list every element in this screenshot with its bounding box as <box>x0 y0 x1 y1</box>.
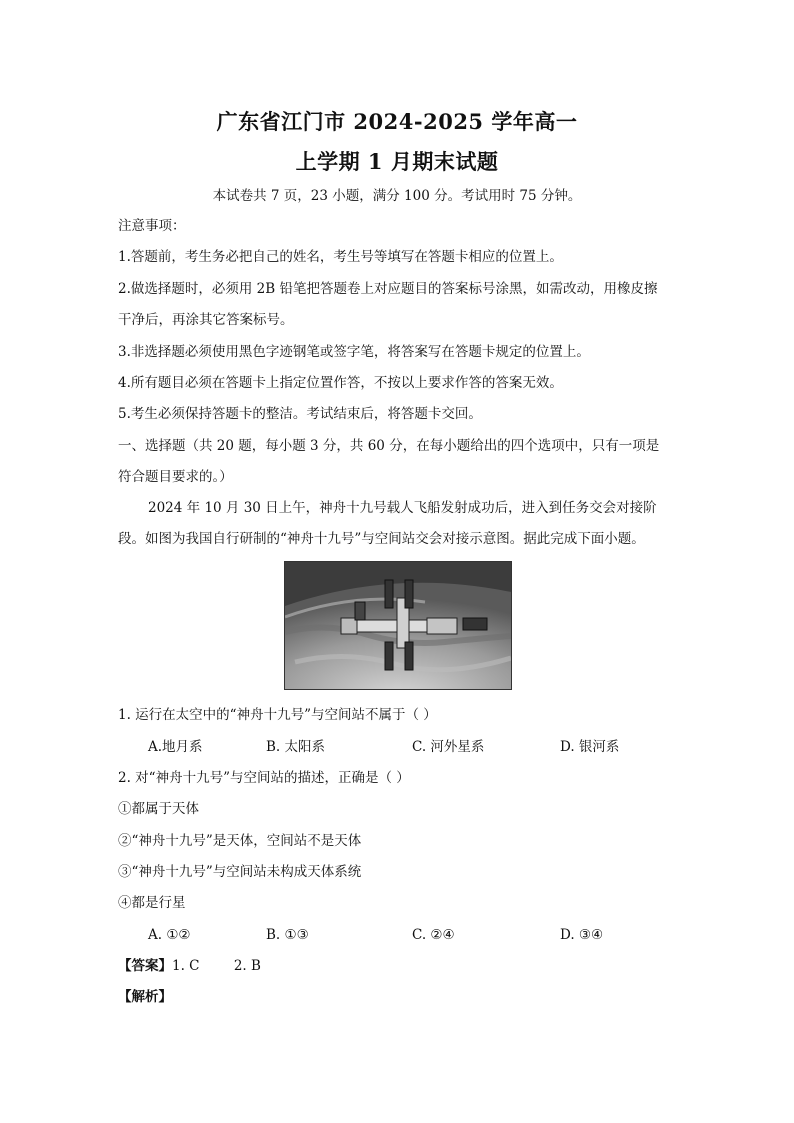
question-1-option-c: C. 河外星系 <box>412 739 485 755</box>
question-2-statement-4: ④都是行星 <box>118 895 186 911</box>
note-2: 2.做选择题时，必须用 2B 铅笔把答题卷上对应题目的答案标号涂黑，如需改动，用橡皮擦 <box>118 281 658 297</box>
exam-info: 本试卷共 7 页，23 小题，满分 100 分。考试用时 75 分钟。 <box>212 188 582 204</box>
passage-line-1: 2024 年 10 月 30 日上午，神舟十九号载人飞船发射成功后，进入到任务交会对接阶 <box>148 500 657 516</box>
question-2-option-c: C. ②④ <box>412 927 455 943</box>
question-1-stem: 1. 运行在太空中的“神舟十九号”与空间站不属于（ ） <box>118 707 437 723</box>
question-2-option-a: A. ①② <box>148 927 191 943</box>
space-station-docking-photo <box>284 561 512 690</box>
note-2-cont: 干净后，再涂其它答案标号。 <box>118 312 294 328</box>
title-line-1: 广东省江门市 2024-2025 学年高一 <box>216 109 578 134</box>
note-5: 5.考生必须保持答题卡的整洁。考试结束后，将答题卡交回。 <box>118 406 482 422</box>
question-2-option-d: D. ③④ <box>560 927 604 943</box>
answer-line <box>118 957 261 975</box>
question-2-statement-2: ②“神舟十九号”是天体，空间站不是天体 <box>118 833 362 849</box>
question-2-statement-3: ③“神舟十九号”与空间站未构成天体系统 <box>118 864 362 880</box>
question-2-stem: 2. 对“神舟十九号”与空间站的描述，正确是（ ） <box>118 770 410 786</box>
notes-heading: 注意事项： <box>118 218 186 234</box>
passage-line-2: 段。如图为我国自行研制的“神舟十九号”与空间站交会对接示意图。据此完成下面小题。 <box>118 531 645 547</box>
note-1: 1.答题前，考生务必把自己的姓名，考生号等填写在答题卡相应的位置上。 <box>118 249 563 265</box>
section-heading-line-1: 一、选择题（共 20 题，每小题 3 分，共 60 分，在每小题给出的四个选项中，只有一项是 <box>118 438 660 454</box>
note-3: 3.非选择题必须使用黑色字迹钢笔或签字笔，将答案写在答题卡规定的位置上。 <box>118 344 590 360</box>
note-4: 4.所有题目必须在答题卡上指定位置作答，不按以上要求作答的答案无效。 <box>118 375 563 391</box>
answer-text: 1. C 2. B <box>172 958 261 974</box>
question-2-option-b: B. ①③ <box>266 927 309 943</box>
answer-label: 【答案】 <box>118 958 172 974</box>
question-2-statement-1: ①都属于天体 <box>118 801 199 817</box>
analysis-label: 【解析】 <box>118 989 172 1005</box>
question-1-option-a: A.地月系 <box>148 739 203 755</box>
question-1-option-b: B. 太阳系 <box>266 739 326 755</box>
question-1-option-d: D. 银河系 <box>560 739 620 755</box>
section-heading-line-2: 符合题目要求的。） <box>118 469 233 485</box>
title-line-2: 上学期 1 月期末试题 <box>295 149 499 174</box>
